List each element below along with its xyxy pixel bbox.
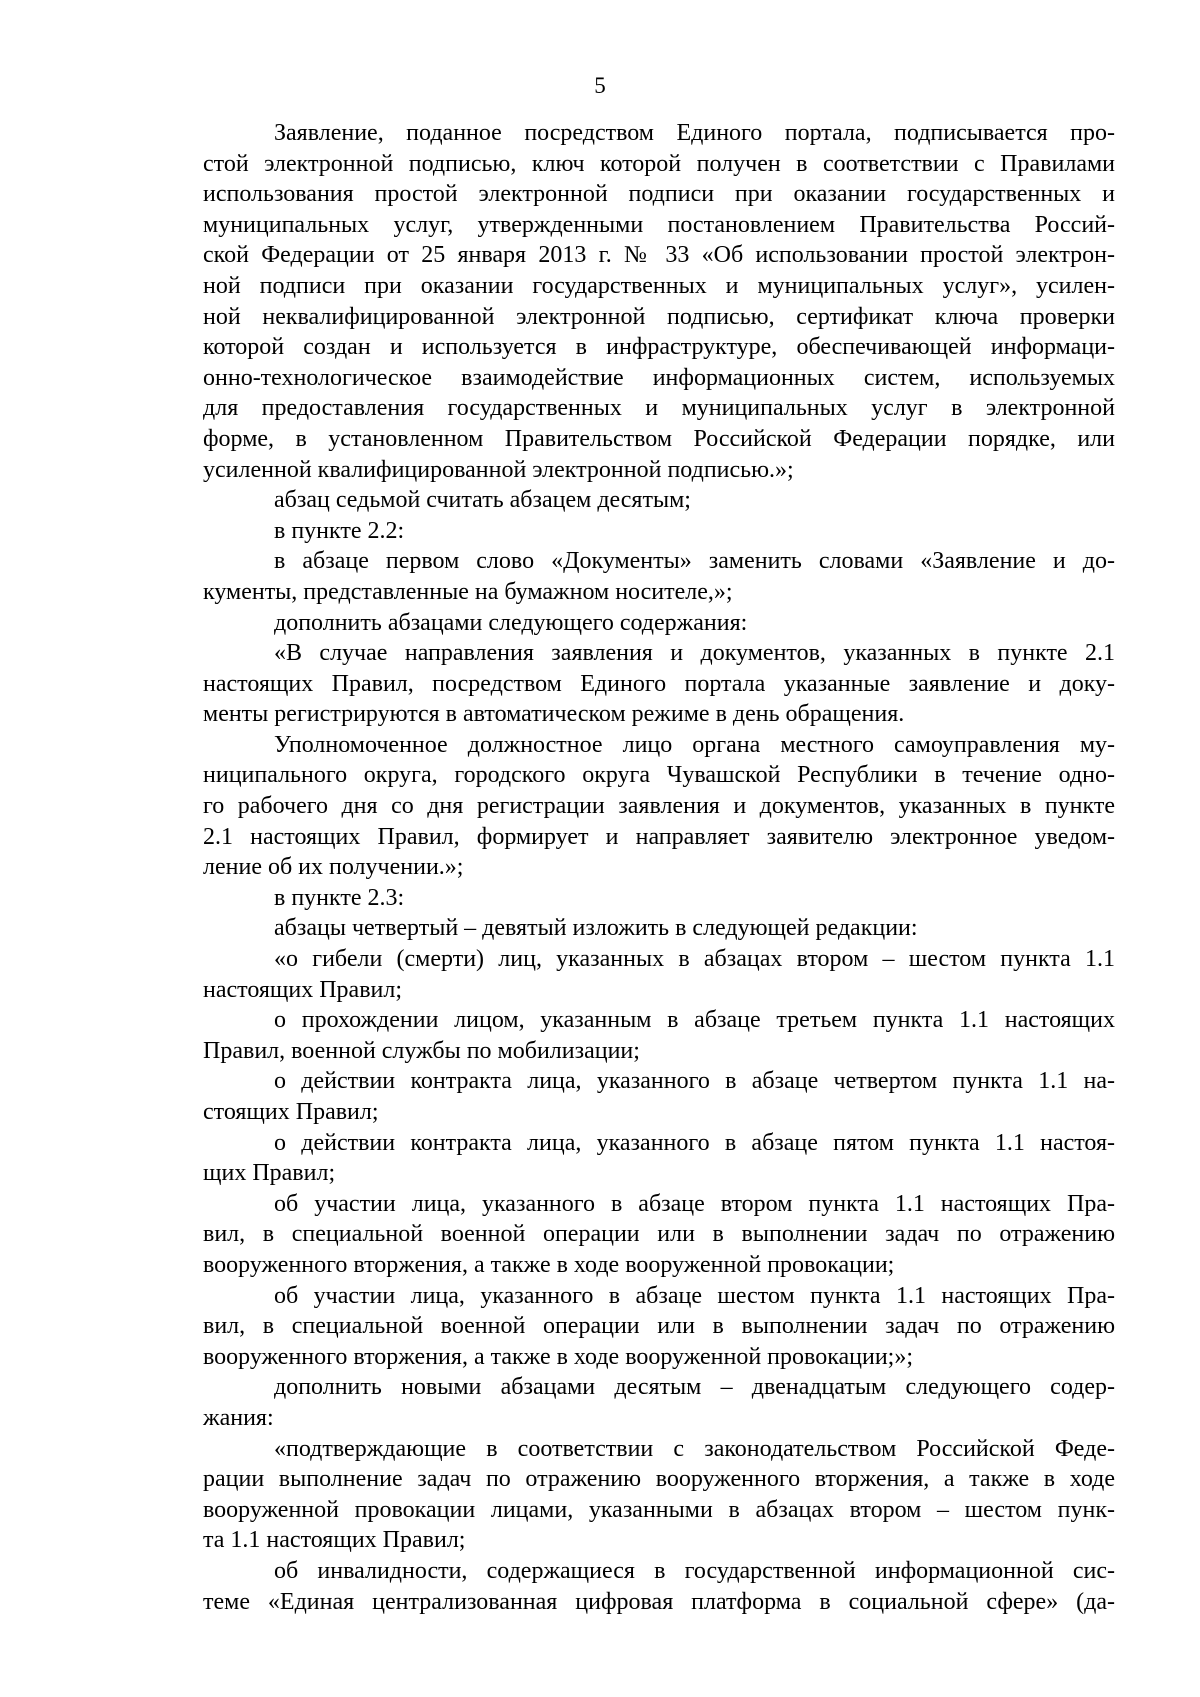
text-line: Заявление, поданное посредством Единого портала, подписывается про-: [274, 120, 1115, 146]
text-line: дополнить новыми абзацами десятым – двенадцатым следующего содер-: [274, 1374, 1115, 1401]
text-line: кументы, представленные на бумажном носителе,»;: [203, 578, 733, 605]
paragraph: [203, 118, 1115, 485]
text-line: теме «Единая централизованная цифровая платформа в социальной сфере» (да-: [203, 1588, 1115, 1615]
text-line: та 1.1 настоящих Правил;: [203, 1527, 466, 1554]
text-line: дополнить абзацами следующего содержания:: [274, 609, 748, 636]
paragraph: [203, 1005, 1115, 1066]
text-line: об участии лица, указанного в абзаце втором пункта 1.1 настоящих Пра-: [274, 1190, 1115, 1217]
paragraph: [203, 1189, 1115, 1281]
text-line: Правил, военной службы по мобилизации;: [203, 1037, 640, 1064]
text-line: стоящих Правил;: [203, 1099, 379, 1125]
text-line: которой создан и используется в инфраструктуре, обеспечивающей информаци-: [203, 334, 1115, 361]
paragraph: [203, 1434, 1115, 1556]
text-line: стой электронной подписью, ключ которой получен в соответствии с Правилами: [203, 150, 1115, 177]
paragraph: [203, 1066, 1115, 1127]
text-line: абзацы четвертый – девятый изложить в следующей редакции:: [274, 915, 918, 942]
text-line: го рабочего дня со дня регистрации заявления и документов, указанных в пункте: [203, 793, 1115, 820]
text-line: щих Правил;: [203, 1160, 336, 1187]
text-line: вил, в специальной военной операции или в выполнении задач по отражению: [203, 1313, 1115, 1340]
text-line: об инвалидности, содержащиеся в государственной информационной сис-: [274, 1557, 1115, 1584]
text-line: в пункте 2.2:: [274, 517, 405, 544]
paragraph: [203, 1372, 1115, 1433]
text-line: онно-технологическое взаимодействие информационных систем, используемых: [203, 364, 1115, 391]
paragraph: [203, 608, 1115, 639]
page-number: 5: [594, 73, 606, 98]
text-line: ской Федерации от 25 января 2013 г. № 33 «Об использовании простой электрон-: [203, 242, 1115, 269]
text-line: муниципальных услуг, утвержденными постановлением Правительства Россий-: [203, 211, 1115, 238]
text-line: вооруженной провокации лицами, указанными в абзацах втором – шестом пунк-: [203, 1496, 1115, 1523]
paragraph: [203, 516, 1115, 547]
text-line: о прохождении лицом, указанным в абзаце третьем пункта 1.1 настоящих: [274, 1007, 1115, 1034]
paragraph: [203, 730, 1115, 883]
text-line: использования простой электронной подписи при оказании государственных и: [203, 181, 1115, 208]
text-line: в абзаце первом слово «Документы» заменить словами «Заявление и до-: [274, 548, 1115, 575]
text-line: абзац седьмой считать абзацем десятым;: [274, 487, 691, 514]
text-line: ление об их получении.»;: [203, 854, 464, 881]
text-line: Уполномоченное должностное лицо органа местного самоуправления му-: [274, 731, 1115, 758]
paragraph: [203, 883, 1115, 914]
text-line: ной подписи при оказании государственных и муниципальных услуг», усилен-: [203, 272, 1115, 299]
paragraph: [203, 1128, 1115, 1189]
text-line: о действии контракта лица, указанного в абзаце четвертом пункта 1.1 на-: [274, 1068, 1115, 1095]
text-line: об участии лица, указанного в абзаце шестом пункта 1.1 настоящих Пра-: [274, 1282, 1115, 1309]
paragraph: [203, 485, 1115, 516]
paragraph: [203, 546, 1115, 607]
text-line: 2.1 настоящих Правил, формирует и направляет заявителю электронное уведом-: [203, 823, 1115, 850]
text-line: форме, в установленном Правительством Российской Федерации порядке, или: [203, 425, 1115, 452]
text-line: рации выполнение задач по отражению вооруженного вторжения, а также в ходе: [203, 1466, 1115, 1493]
paragraph: [203, 638, 1115, 730]
document-body: [203, 118, 1115, 1617]
text-line: «В случае направления заявления и документов, указанных в пункте 2.1: [274, 640, 1115, 667]
paragraph: [203, 1556, 1115, 1617]
text-line: вил, в специальной военной операции или в выполнении задач по отражению: [203, 1221, 1115, 1248]
text-line: вооруженного вторжения, а также в ходе вооруженной провокации;: [203, 1251, 895, 1278]
text-line: в пункте 2.3:: [274, 884, 405, 911]
text-line: усиленной квалифицированной электронной подписью.»;: [203, 456, 794, 483]
paragraph: [203, 1281, 1115, 1373]
text-line: «о гибели (смерти) лиц, указанных в абзацах втором – шестом пункта 1.1: [274, 946, 1115, 973]
text-line: «подтверждающие в соответствии с законодательством Российской Феде-: [274, 1435, 1115, 1462]
paragraph: [203, 944, 1115, 1005]
text-line: настоящих Правил, посредством Единого портала указанные заявление и доку-: [203, 670, 1115, 697]
text-line: о действии контракта лица, указанного в абзаце пятом пункта 1.1 настоя-: [274, 1129, 1115, 1156]
paragraph: [203, 913, 1115, 944]
text-line: ной неквалифицированной электронной подписью, сертификат ключа проверки: [203, 303, 1115, 330]
text-line: жания:: [203, 1404, 274, 1431]
text-line: вооруженного вторжения, а также в ходе вооруженной провокации;»;: [203, 1343, 914, 1370]
text-line: для предоставления государственных и муниципальных услуг в электронной: [203, 395, 1115, 422]
text-line: менты регистрируются в автоматическом режиме в день обращения.: [203, 701, 905, 728]
text-line: ниципального округа, городского округа Чувашской Республики в течение одно-: [203, 762, 1115, 789]
text-line: настоящих Правил;: [203, 976, 403, 1003]
